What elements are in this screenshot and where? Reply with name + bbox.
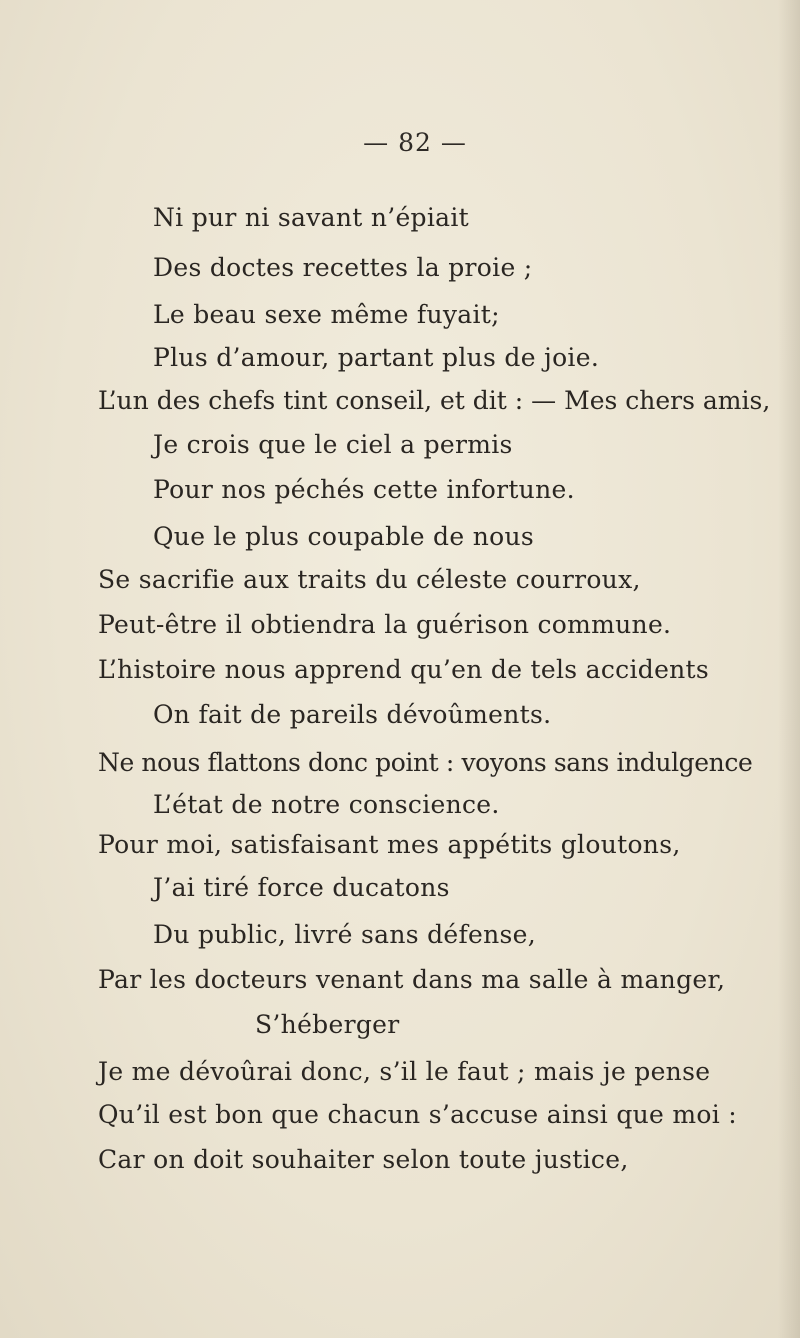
page-number: — 82 —	[363, 128, 467, 157]
verse-line: Plus d’amour, partant plus de joie.	[153, 343, 600, 372]
verse-line: Peut-être il obtiendra la guérison commune.	[98, 610, 672, 639]
verse-line: Pour nos péchés cette infortune.	[153, 475, 575, 504]
verse-line: L’un des chefs tint conseil, et dit : — Mes chers amis,	[98, 386, 771, 415]
verse-line: J’ai tiré force ducatons	[153, 873, 450, 902]
verse-line: Ni pur ni savant n’épiait	[153, 203, 470, 232]
verse-line: L’histoire nous apprend qu’en de tels accidents	[98, 655, 710, 684]
verse-line: Du public, livré sans défense,	[153, 920, 537, 949]
verse-line: Pour moi, satisfaisant mes appétits gloutons,	[98, 830, 681, 859]
verse-line: Le beau sexe même fuyait;	[153, 300, 500, 329]
verse-line: Que le plus coupable de nous	[153, 522, 534, 551]
verse-line: S’héberger	[255, 1010, 400, 1039]
verse-line: Des doctes recettes la proie ;	[153, 253, 533, 282]
verse-line: Je crois que le ciel a permis	[153, 430, 513, 459]
verse-line: On fait de pareils dévoûments.	[153, 700, 552, 729]
verse-line: L’état de notre conscience.	[153, 790, 500, 819]
page-edge-shadow	[778, 0, 800, 1338]
verse-line: Je me dévoûrai donc, s’il le faut ; mais je pense	[98, 1057, 711, 1086]
verse-line: Se sacrifie aux traits du céleste courroux,	[98, 565, 641, 594]
verse-line: Qu’il est bon que chacun s’accuse ainsi que moi :	[98, 1100, 738, 1129]
verse-line: Car on doit souhaiter selon toute justice,	[98, 1145, 629, 1174]
verse-line: Ne nous flattons donc point : voyons sans indulgence	[98, 748, 753, 777]
verse-line: Par les docteurs venant dans ma salle à manger,	[98, 965, 726, 994]
